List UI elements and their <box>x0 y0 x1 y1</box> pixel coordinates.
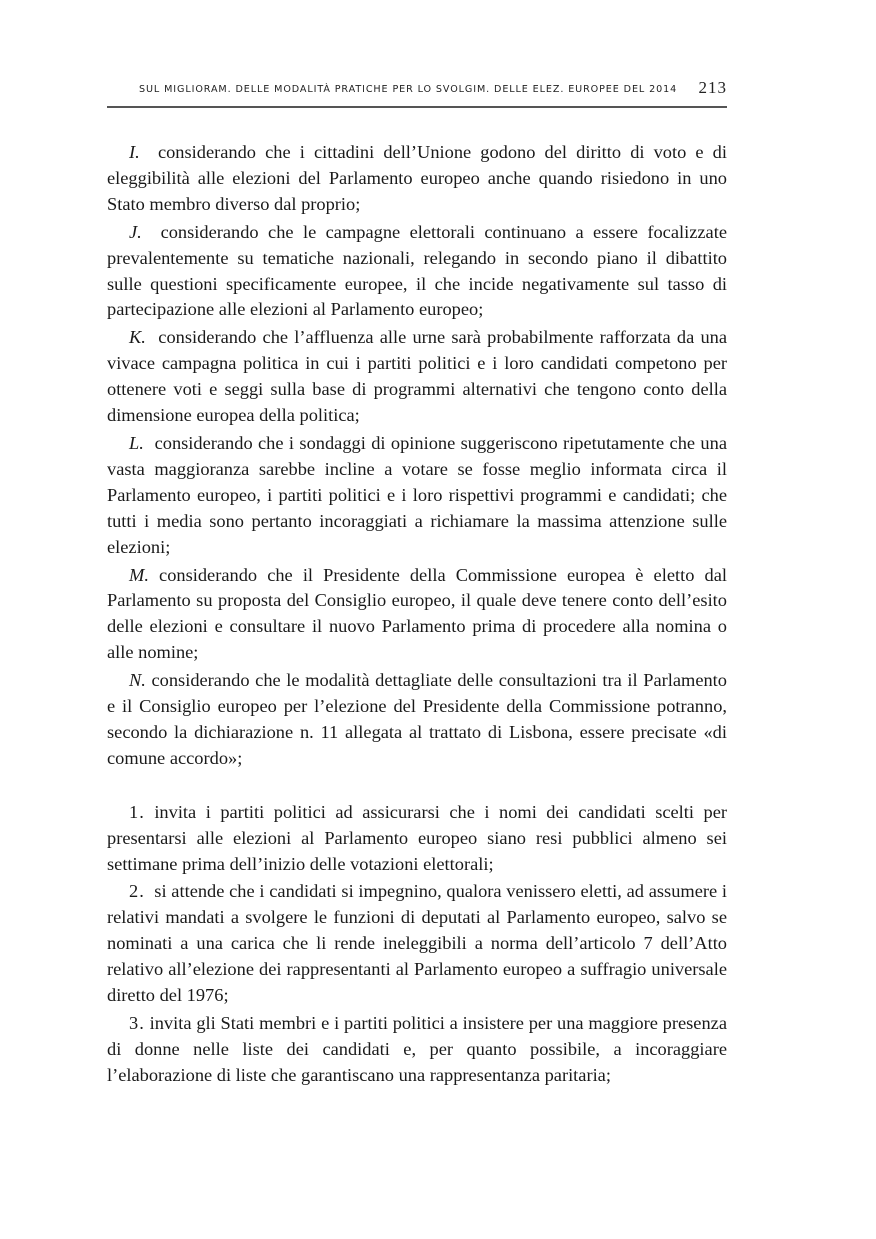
recital-label: I. <box>129 142 140 162</box>
recital-text: considerando che i cittadini dell’Unione godono del diritto di voto e di eleggibilità alle elezioni del Parlamento europeo anche quando risiedono in uno Stato membro diverso dal proprio; <box>107 142 727 214</box>
recital-i <box>107 140 727 219</box>
recital-n <box>107 668 727 773</box>
provision-label: 2. <box>129 881 145 902</box>
recital-text: considerando che il Presidente della Commissione europea è eletto dal Parlamento su proposta del Consiglio europeo, il quale deve tenere conto dell’esito delle elezioni e consultare il nuovo Parlamento prima di procedere alla nomina o alle nomine; <box>107 564 727 663</box>
recital-text: considerando che le campagne elettorali continuano a essere focalizzate prevalentemente su tematiche nazionali, relegando in secondo piano il dibattito sulle questioni specificamente europee, il che incide negativamente sul tasso di partecipazione alle elezioni al Parlamento europeo; <box>107 221 727 320</box>
provision-label: 1. <box>129 801 145 822</box>
running-title: SUL MIGLIORAM. DELLE MODALITÀ PRATICHE PER LO SVOLGIM. DELLE ELEZ. EUROPEE DEL 2014 <box>139 84 678 95</box>
recital-l <box>107 431 727 562</box>
recital-label: K. <box>129 327 146 348</box>
provision-3 <box>107 1011 727 1090</box>
body-text <box>107 140 727 1090</box>
recital-j <box>107 220 727 325</box>
recital-m <box>107 563 727 668</box>
recital-label: J. <box>129 221 142 242</box>
recital-text: considerando che i sondaggi di opinione suggeriscono ripetutamente che una vasta maggioranza sarebbe incline a votare se fosse meglio informata circa il Parlamento europeo, i partiti politici e i loro rispettivi programmi e candidati; che tutti i media sono pertanto incoraggiati a richiamare la massima attenzione sulle elezioni; <box>107 432 727 557</box>
provision-label: 3. <box>129 1013 145 1033</box>
header-rule <box>107 106 727 108</box>
recital-text: considerando che le modalità dettagliate delle consultazioni tra il Parlamento e il Consiglio europeo per l’elezione del Presidente della Commissione potranno, secondo la dichiarazione n. 11 allegata al trattato di Lisbona, essere precisate «di comune accordo»; <box>107 670 727 768</box>
section-gap <box>107 773 727 800</box>
running-head <box>107 79 727 101</box>
page-number: 213 <box>698 78 727 97</box>
provision-2 <box>107 879 727 1010</box>
recital-label: M. <box>129 564 149 585</box>
provision-text: si attende che i candidati si impegnino, qualora venissero eletti, ad assumere i relativi mandati a svolgere le funzioni di deputati al Parlamento europeo, salvo se nominati a una carica che li rende ineleggibili a norma dell’articolo 7 dell’Atto relativo all’elezione dei rappresentanti al Parlamento europeo a suffragio universale diretto del 1976; <box>107 881 727 1006</box>
provision-text: invita i partiti politici ad assicurarsi che i nomi dei candidati scelti per presentarsi alle elezioni al Parlamento europeo siano resi pubblici almeno sei settimane prima dell’inizio delle votazioni elettorali; <box>107 801 727 874</box>
recital-k <box>107 325 727 430</box>
recital-label: L. <box>129 432 144 453</box>
provision-1 <box>107 800 727 879</box>
recital-label: N. <box>129 670 146 691</box>
provision-text: invita gli Stati membri e i partiti politici a insistere per una maggiore presenza di donne nelle liste dei candidati e, per quanto possibile, a incoraggiare l’elaborazione di liste che garantiscano una rappresentanza paritaria; <box>107 1013 727 1085</box>
recital-text: considerando che l’affluenza alle urne sarà probabilmente rafforzata da una vivace campagna politica in cui i partiti politici e i loro candidati competono per ottenere voti e seggi sulla base di programmi alternativi che tengono conto della dimensione europea della politica; <box>107 327 727 426</box>
